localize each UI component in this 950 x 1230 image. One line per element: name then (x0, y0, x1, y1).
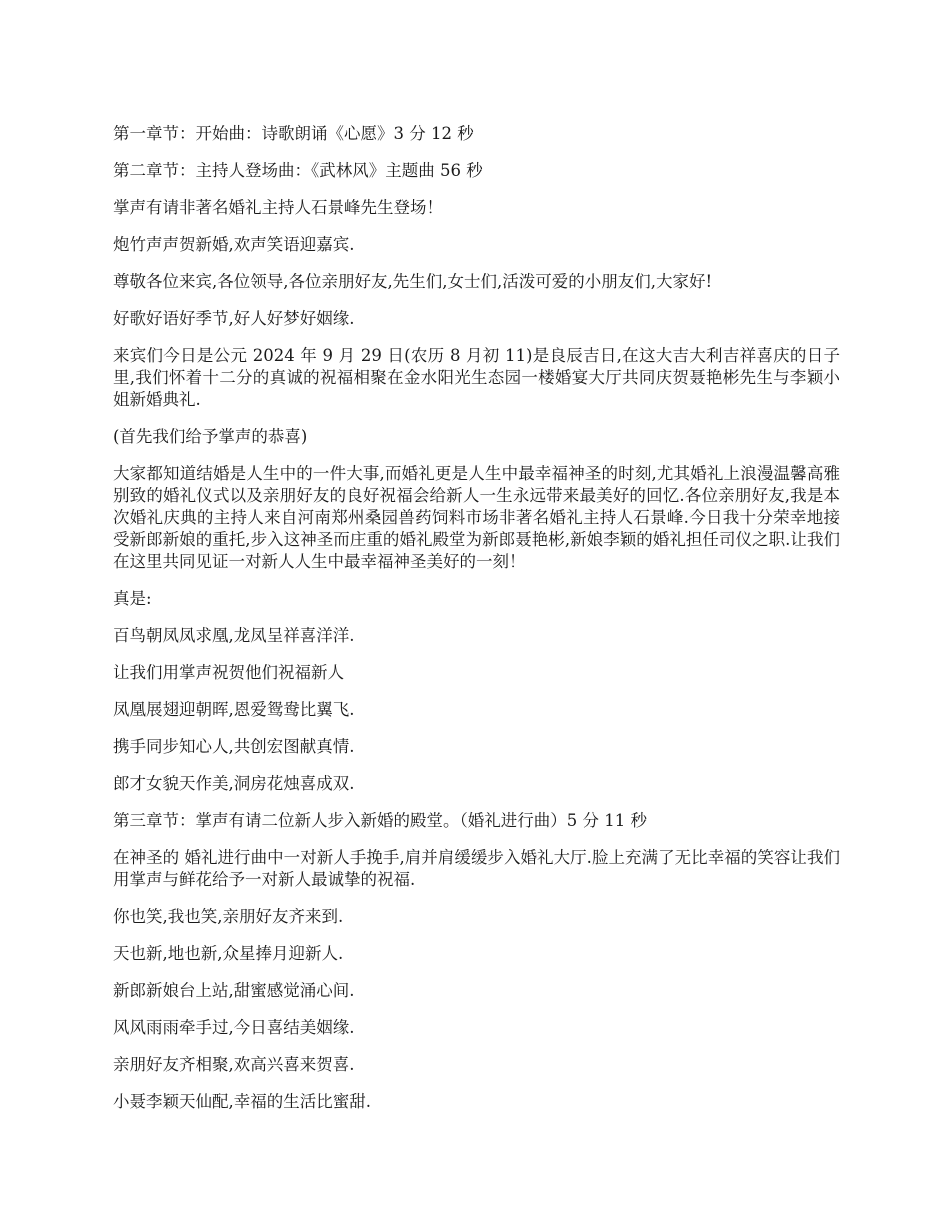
paragraph: 在神圣的 婚礼进行曲中一对新人手挽手,肩并肩缓缓步入婚礼大厅.脸上充满了无比幸福的笑容让我们用掌声与鲜花给予一对新人最诚挚的祝福. (113, 848, 840, 889)
paragraph: 来宾们今日是公元 2024 年 9 月 29 日(农历 8 月初 11)是良辰吉日,在这大吉大利吉祥喜庆的日子里,我们怀着十二分的真诚的祝福相聚在金水阳光生态园一楼婚宴大厅共同庆贺聂艳彬先生与李颖小姐新婚典礼. (113, 346, 840, 409)
paragraph: 新郎新娘台上站,甜蜜感觉涌心间. (113, 981, 355, 1000)
chapter-3-heading: 第三章节：掌声有请二位新人步入新婚的殿堂。（婚礼进行曲）5 分 11 秒 (113, 811, 647, 830)
paragraph: 携手同步知心人,共创宏图献真情. (113, 737, 355, 756)
paragraph: 尊敬各位来宾,各位领导,各位亲朋好友,先生们,女士们,活泼可爱的小朋友们,大家好! (113, 272, 713, 291)
document-page (113, 123, 840, 1128)
chapter-1-heading: 第一章节：开始曲：诗歌朗诵《心愿》3 分 12 秒 (113, 124, 474, 143)
paragraph: 小聂李颖天仙配,幸福的生活比蜜甜. (113, 1092, 371, 1111)
paragraph: 郎才女貌天作美,洞房花烛喜成双. (113, 774, 355, 793)
paragraph: 百鸟朝凤凤求凰,龙凤呈祥喜洋洋. (113, 626, 355, 645)
paragraph: (首先我们给予掌声的恭喜) (113, 427, 308, 446)
paragraph: 你也笑,我也笑,亲朋好友齐来到. (113, 907, 344, 926)
paragraph: 掌声有请非著名婚礼主持人石景峰先生登场！ (113, 198, 443, 217)
paragraph: 大家都知道结婚是人生中的一件大事,而婚礼更是人生中最幸福神圣的时刻,尤其婚礼上浪漫温馨高雅别致的婚礼仪式以及亲朋好友的良好祝福会给新人一生永远带来最美好的回忆.各位亲朋好友,我是本次婚礼庆典的主持人来自河南郑州桑园兽药饲料市场非著名婚礼主持人石景峰.今日我十分荣幸地接受新郎新娘的重托,步入这神圣而庄重的婚礼殿堂为新郎聂艳彬,新娘李颖的婚礼担任司仪之职.让我们在这里共同见证一对新人人生中最幸福神圣美好的一刻！ (113, 464, 840, 571)
paragraph: 好歌好语好季节,好人好梦好姻缘. (113, 309, 355, 328)
paragraph: 炮竹声声贺新婚,欢声笑语迎嘉宾. (113, 235, 355, 254)
paragraph: 天也新,地也新,众星捧月迎新人. (113, 944, 344, 963)
paragraph: 风风雨雨牵手过,今日喜结美姻缘. (113, 1018, 355, 1037)
paragraph: 真是: (113, 589, 152, 608)
chapter-2-heading: 第二章节：主持人登场曲：《武林风》主题曲 56 秒 (113, 161, 483, 180)
paragraph: 亲朋好友齐相聚,欢高兴喜来贺喜. (113, 1055, 355, 1074)
paragraph: 凤凰展翅迎朝晖,恩爱鸳鸯比翼飞. (113, 700, 355, 719)
paragraph: 让我们用掌声祝贺他们祝福新人 (113, 663, 344, 682)
